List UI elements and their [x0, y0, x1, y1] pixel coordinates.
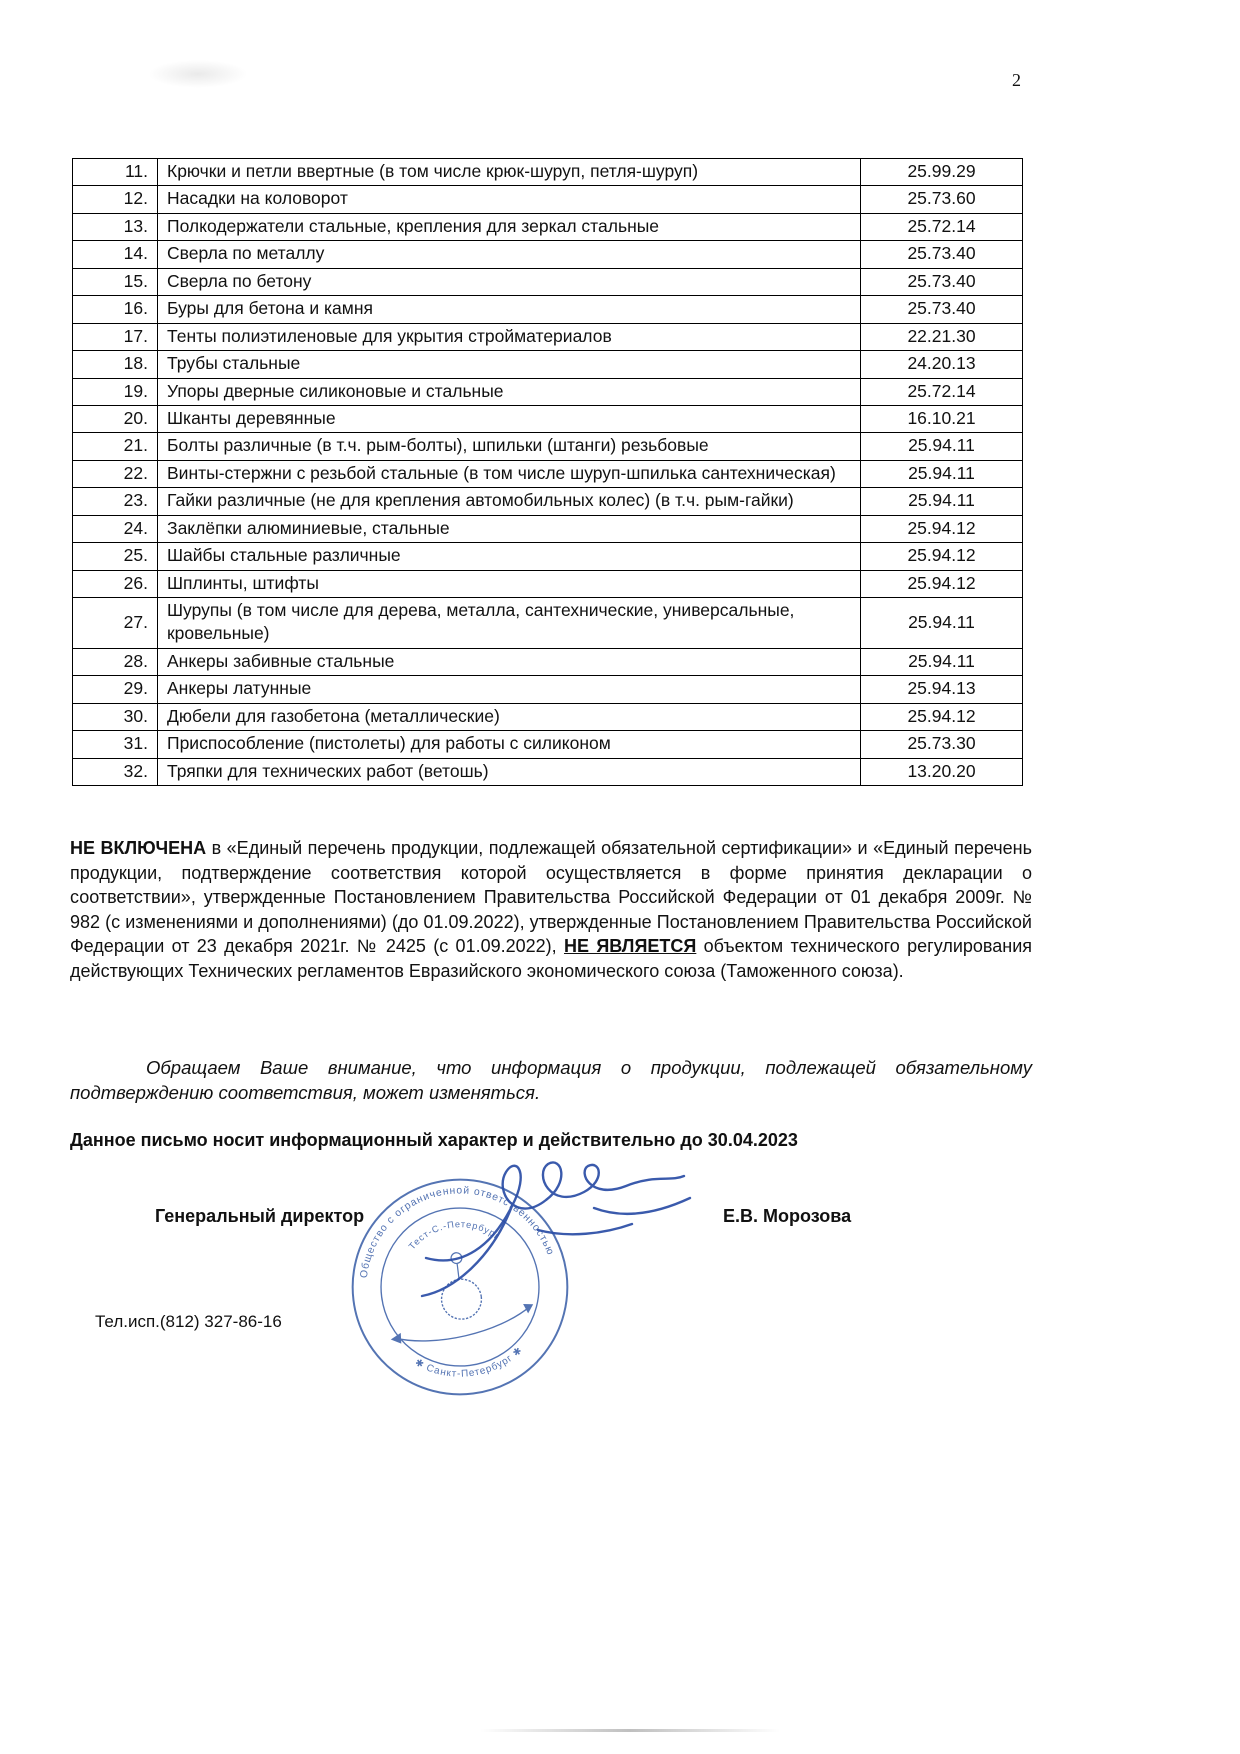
row-number-cell: 22. [73, 460, 158, 487]
row-number-cell: 13. [73, 213, 158, 240]
stamp-outer-text: Общество с ограниченной ответственностью [358, 1185, 556, 1279]
row-number-cell: 19. [73, 378, 158, 405]
signer-title: Генеральный директор [155, 1206, 365, 1226]
table-row [73, 598, 1023, 649]
row-number-cell: 12. [73, 186, 158, 213]
table-row [73, 351, 1023, 378]
table-row [73, 213, 1023, 240]
table-row [73, 460, 1023, 487]
row-number-cell: 18. [73, 351, 158, 378]
product-name-cell: Упоры дверные силиконовые и стальные [158, 378, 861, 405]
table-row [73, 296, 1023, 323]
product-code-cell: 24.20.13 [861, 351, 1023, 378]
signature-ink-icon [418, 1146, 718, 1326]
row-number-cell: 23. [73, 488, 158, 515]
product-name-cell: Трубы стальные [158, 351, 861, 378]
product-name-cell: Анкеры забивные стальные [158, 648, 861, 675]
table-row [73, 433, 1023, 460]
product-name-cell: Гайки различные (не для крепления автомобильных колес) (в т.ч. рым-гайки) [158, 488, 861, 515]
product-name-cell: Сверла по металлу [158, 241, 861, 268]
signer-name: Е.В. Морозова [723, 1206, 852, 1226]
product-code-cell: 25.72.14 [861, 213, 1023, 240]
row-number-cell: 28. [73, 648, 158, 675]
table-row [73, 543, 1023, 570]
row-number-cell: 14. [73, 241, 158, 268]
product-name-cell: Шплинты, штифты [158, 570, 861, 597]
product-code-cell: 25.94.11 [861, 433, 1023, 460]
product-code-cell: 16.10.21 [861, 405, 1023, 432]
handwritten-signature [418, 1146, 718, 1326]
product-code-cell: 13.20.20 [861, 758, 1023, 785]
product-code-cell: 25.94.11 [861, 460, 1023, 487]
table-row [73, 676, 1023, 703]
product-name-cell: Приспособление (пистолеты) для работы с силиконом [158, 731, 861, 758]
product-code-cell: 25.94.12 [861, 703, 1023, 730]
product-name-cell: Шайбы стальные различные [158, 543, 861, 570]
not-subject-label: НЕ ЯВЛЯЕТСЯ [563, 936, 697, 956]
product-code-cell: 25.73.40 [861, 268, 1023, 295]
product-code-cell: 25.72.14 [861, 378, 1023, 405]
paragraph-text-a: в «Единый перечень продукции, подлежащей обязательной сертификации» и «Единый перечень продукции, подтверждение соответствия которой осуществляется в форме принятия декларации о соответствии», утвержденные Постановлением Правительства Российской Федерации от 01 декабря 2009г. № 982 (с изменениями и дополнениями) (до 01.09.2022), утвержденные Постановлением Правительства Российской Федерации от 23 декабря 2021г. № 2425 (с 01.09.2022), [70, 838, 1032, 956]
product-code-cell: 25.73.30 [861, 731, 1023, 758]
row-number-cell: 27. [73, 598, 158, 649]
table-row [73, 323, 1023, 350]
product-name-cell: Шканты деревянные [158, 405, 861, 432]
product-code-cell: 25.94.12 [861, 543, 1023, 570]
product-code-cell: 25.94.11 [861, 648, 1023, 675]
scan-edge-artifact [480, 1729, 780, 1732]
product-name-cell: Насадки на коловорот [158, 186, 861, 213]
executor-phone: Тел.исп.(812) 327-86-16 [95, 1312, 282, 1331]
table-row [73, 186, 1023, 213]
row-number-cell: 24. [73, 515, 158, 542]
certification-paragraph [70, 836, 1032, 983]
table-row [73, 405, 1023, 432]
paragraph-text-b: объектом технического регулирования действующих Технических регламентов Евразийского экономического союза (Таможенного союза). [70, 936, 1033, 981]
notice-paragraph: Обращаем Ваше внимание, что информация о продукции, подлежащей обязательному подтверждению соответствия, может изменяться. [70, 1057, 1032, 1103]
table-row [73, 488, 1023, 515]
product-code-cell: 25.73.60 [861, 186, 1023, 213]
products-table-body [73, 159, 1023, 786]
row-number-cell: 31. [73, 731, 158, 758]
products-table [72, 158, 1023, 786]
table-row [73, 241, 1023, 268]
product-name-cell: Сверла по бетону [158, 268, 861, 295]
product-code-cell: 25.73.40 [861, 241, 1023, 268]
product-code-cell: 25.94.11 [861, 598, 1023, 649]
row-number-cell: 29. [73, 676, 158, 703]
row-number-cell: 25. [73, 543, 158, 570]
product-name-cell: Анкеры латунные [158, 676, 861, 703]
product-name-cell: Дюбели для газобетона (металлические) [158, 703, 861, 730]
table-row [73, 758, 1023, 785]
table-row [73, 159, 1023, 186]
row-number-cell: 30. [73, 703, 158, 730]
product-code-cell: 25.73.40 [861, 296, 1023, 323]
product-name-cell: Болты различные (в т.ч. рым-болты), шпильки (штанги) резьбовые [158, 433, 861, 460]
product-name-cell: Винты-стержни с резьбой стальные (в том числе шуруп-шпилька сантехническая) [158, 460, 861, 487]
table-row [73, 268, 1023, 295]
table-row [73, 515, 1023, 542]
row-number-cell: 20. [73, 405, 158, 432]
row-number-cell: 17. [73, 323, 158, 350]
product-code-cell: 25.94.12 [861, 515, 1023, 542]
page-number: 2 [1012, 70, 1021, 90]
product-name-cell: Крючки и петли ввертные (в том числе крюк-шуруп, петля-шуруп) [158, 159, 861, 186]
product-name-cell: Тряпки для технических работ (ветошь) [158, 758, 861, 785]
product-code-cell: 25.99.29 [861, 159, 1023, 186]
product-name-cell: Шурупы (в том числе для дерева, металла, сантехнические, универсальные, кровельные) [158, 598, 861, 649]
table-row [73, 570, 1023, 597]
validity-line: Данное письмо носит информационный характер и действительно до 30.04.2023 [70, 1130, 798, 1150]
row-number-cell: 11. [73, 159, 158, 186]
product-code-cell: 22.21.30 [861, 323, 1023, 350]
product-name-cell: Заклёпки алюминиевые, стальные [158, 515, 861, 542]
table-row [73, 378, 1023, 405]
table-row [73, 731, 1023, 758]
table-row [73, 703, 1023, 730]
row-number-cell: 21. [73, 433, 158, 460]
stamp-inner-text: Тест-С.-Петербург [406, 1219, 502, 1252]
scan-artifact [148, 60, 248, 88]
stamp-arrow-head-left [390, 1333, 402, 1345]
product-name-cell: Полкодержатели стальные, крепления для зеркал стальные [158, 213, 861, 240]
product-code-cell: 25.94.11 [861, 488, 1023, 515]
stamp-bottom-text: ✱ Санкт-Петербург ✱ [412, 1344, 526, 1380]
table-row [73, 648, 1023, 675]
product-code-cell: 25.94.12 [861, 570, 1023, 597]
not-included-label: НЕ ВКЛЮЧЕНА [70, 838, 207, 858]
product-name-cell: Тенты полиэтиленовые для укрытия стройматериалов [158, 323, 861, 350]
row-number-cell: 16. [73, 296, 158, 323]
row-number-cell: 15. [73, 268, 158, 295]
product-code-cell: 25.94.13 [861, 676, 1023, 703]
row-number-cell: 26. [73, 570, 158, 597]
row-number-cell: 32. [73, 758, 158, 785]
product-name-cell: Буры для бетона и камня [158, 296, 861, 323]
